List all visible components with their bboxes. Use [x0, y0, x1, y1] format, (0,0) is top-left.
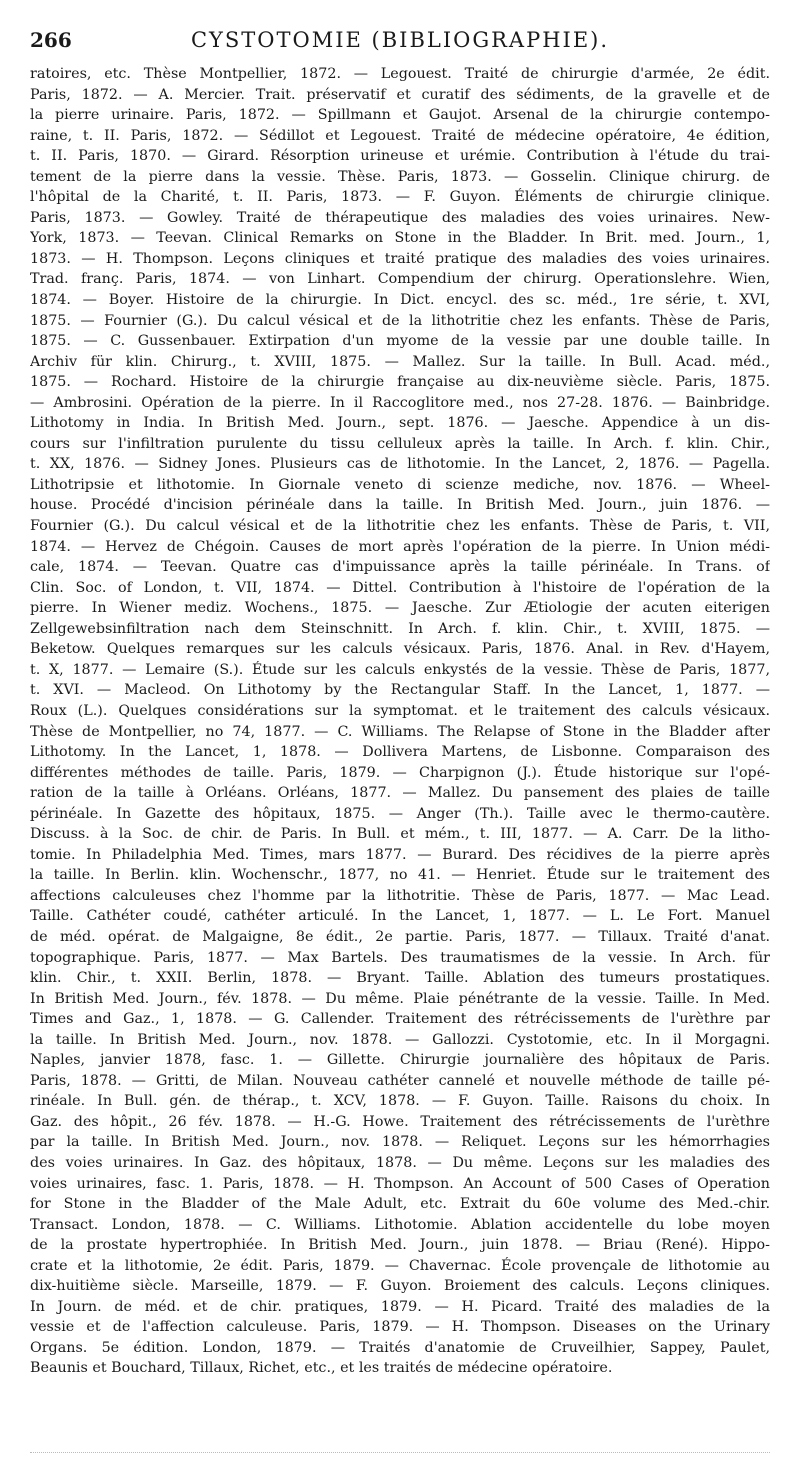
text-line: raine, t. II. Paris, 1872. — Sédillot et Legouest. Traité de médecine opératoire, 4e édition,: [30, 127, 770, 144]
text-line: différentes méthodes de taille. Paris, 1879. — Charpignon (J.). Étude historique sur l'opé-: [30, 764, 770, 781]
text-line: Clin. Soc. of London, t. VII, 1874. — Dittel. Contribution à l'histoire de l'opération de la: [30, 579, 770, 596]
text-line: In Journ. de méd. et de chir. pratiques, 1879. — H. Picard. Traité des maladies de la: [30, 1298, 770, 1315]
text-line: Fournier (G.). Du calcul vésical et de la lithotritie chez les enfants. Thèse de Paris, t. VII,: [30, 518, 770, 535]
text-line: Paris, 1878. — Gritti, de Milan. Nouveau cathéter cannelé et nouvelle méthode de taille pé-: [30, 1072, 770, 1089]
text-line: t. II. Paris, 1870. — Girard. Résorption urineuse et urémie. Contribution à l'étude du trai-: [30, 148, 770, 165]
text-line: Naples, janvier 1878, fasc. 1. — Gillette. Chirurgie journalière des hôpitaux de Paris.: [30, 1052, 770, 1069]
text-line: pierre. In Wiener mediz. Wochens., 1875. — Jaesche. Zur Ætiologie der acuten eiterigen: [30, 600, 770, 617]
text-line: Lithotripsie et lithotomie. In Giornale veneto di scienze mediche, nov. 1876. — Wheel-: [30, 476, 770, 493]
text-line: 1875. — Rochard. Histoire de la chirurgie française au dix-neuvième siècle. Paris, 1875.: [30, 374, 770, 391]
text-line: Beaunis et Bouchard, Tillaux, Richet, etc., et les traités de médecine opératoire.: [30, 1360, 613, 1377]
text-line: t. X, 1877. — Lemaire (S.). Étude sur les calculs enkystés de la vessie. Thèse de Paris, 1877,: [30, 661, 770, 678]
text-line: 1874. — Boyer. Histoire de la chirurgie. In Dict. encycl. des sc. méd., 1re série, t. XVI,: [30, 292, 770, 309]
text-line: 1875. — C. Gussenbauer. Extirpation d'un myome de la vessie par une double taille. In: [30, 333, 770, 350]
text-line: Discuss. à la Soc. de chir. de Paris. In Bull. et mém., t. III, 1877. — A. Carr. De la litho-: [30, 826, 770, 843]
text-line: Trad. franç. Paris, 1874. — von Linhart. Compendium der chirurg. Operationslehre. Wien,: [30, 271, 770, 288]
page-number: 266: [30, 28, 72, 52]
text-line: cours sur l'infiltration purulente du tissu celluleux après la taille. In Arch. f. klin. Chir.,: [30, 435, 770, 452]
text-line: de la prostate hypertrophiée. In British Med. Journ., juin 1878. — Briau (René). Hippo-: [30, 1237, 770, 1254]
text-line: rinéale. In Bull. gén. de thérap., t. XCV, 1878. — F. Guyon. Taille. Raisons du choix. In: [30, 1093, 770, 1110]
text-line: des voies urinaires. In Gaz. des hôpitaux, 1878. — Du même. Leçons sur les maladies des: [30, 1154, 770, 1171]
text-line: Thèse de Montpellier, no 74, 1877. — C. Williams. The Relapse of Stone in the Bladder after: [30, 723, 770, 740]
bibliography-text: [30, 64, 770, 1434]
text-line: 1873. — H. Thompson. Leçons cliniques et traité pratique des maladies des voies urinaires.: [30, 250, 770, 267]
text-line: 1875. — Fournier (G.). Du calcul vésical et de la lithotritie chez les enfants. Thèse de Paris,: [30, 312, 770, 329]
text-line: ration de la taille à Orléans. Orléans, 1877. — Mallez. Du pansement des plaies de taille: [30, 785, 770, 802]
footer-rule: [30, 1452, 770, 1453]
text-line: la taille. In Berlin. klin. Wochenschr., 1877, no 41. — Henriet. Étude sur le traitement des: [30, 867, 770, 884]
text-line: for Stone in the Bladder of the Male Adult, etc. Extrait du 60e volume des Med.-chir.: [30, 1196, 770, 1213]
text-line: tomie. In Philadelphia Med. Times, mars 1877. — Burard. Des récidives de la pierre après: [30, 846, 770, 863]
text-line: Gaz. des hôpit., 26 fév. 1878. — H.-G. Howe. Traitement des rétrécissements de l'urèthre: [30, 1113, 770, 1130]
text-line: Paris, 1872. — A. Mercier. Trait. préservatif et curatif des sédiments, de la gravelle et de: [30, 86, 770, 103]
text-line: klin. Chir., t. XXII. Berlin, 1878. — Bryant. Taille. Ablation des tumeurs prostatiques.: [30, 970, 770, 987]
text-line: la pierre urinaire. Paris, 1872. — Spillmann et Gaujot. Arsenal de la chirurgie contempo-: [30, 107, 770, 124]
text-line: Archiv für klin. Chirurg., t. XVIII, 1875. — Mallez. Sur la taille. In Bull. Acad. méd.,: [30, 353, 770, 370]
text-line: topographique. Paris, 1877. — Max Bartels. Des traumatismes de la vessie. In Arch. für: [30, 949, 770, 966]
running-title: CYSTOTOMIE (BIBLIOGRAPHIE).: [190, 28, 610, 52]
text-line: 1874. — Hervez de Chégoin. Causes de mort après l'opération de la pierre. In Union médi-: [30, 538, 770, 555]
page-header: [30, 28, 770, 58]
text-line: périnéale. In Gazette des hôpitaux, 1875. — Anger (Th.). Taille avec le thermo-cautère.: [30, 805, 770, 822]
text-line: Times and Gaz., 1, 1878. — G. Callender. Traitement des rétrécissements de l'urèthre par: [30, 1011, 770, 1028]
text-line: t. XX, 1876. — Sidney Jones. Plusieurs cas de lithotomie. In the Lancet, 2, 1876. — Pagella.: [30, 456, 770, 473]
text-line: tement de la pierre dans la vessie. Thèse. Paris, 1873. — Gosselin. Clinique chirurg. de: [30, 168, 770, 185]
text-line: ratoires, etc. Thèse Montpellier, 1872. — Legouest. Traité de chirurgie d'armée, 2e édit.: [30, 66, 770, 82]
text-line: — Ambrosini. Opération de la pierre. In il Raccoglitore med., nos 27-28. 1876. — Bainbridge.: [30, 394, 770, 411]
text-line: voies urinaires, fasc. 1. Paris, 1878. — H. Thompson. An Account of 500 Cases of Operation: [30, 1175, 770, 1192]
text-line: York, 1873. — Teevan. Clinical Remarks on Stone in the Bladder. In Brit. med. Journ., 1,: [30, 230, 770, 247]
text-line: Beketow. Quelques remarques sur les calculs vésicaux. Paris, 1876. Anal. in Rev. d'Hayem,: [30, 641, 770, 658]
text-line: la taille. In British Med. Journ., nov. 1878. — Gallozzi. Cystotomie, etc. In il Morgagni.: [30, 1031, 770, 1048]
text-line: de méd. opérat. de Malgaigne, 8e édit., 2e partie. Paris, 1877. — Tillaux. Traité d'anat.: [30, 928, 770, 945]
text-line: Organs. 5e édition. London, 1879. — Traités d'anatomie de Cruveilhier, Sappey, Paulet,: [30, 1339, 770, 1356]
text-line: vessie et de l'affection calculeuse. Paris, 1879. — H. Thompson. Diseases on the Urinary: [30, 1319, 770, 1336]
text-line: cale, 1874. — Teevan. Quatre cas d'impuissance après la taille périnéale. In Trans. of: [30, 559, 770, 576]
text-line: l'hôpital de la Charité, t. II. Paris, 1873. — F. Guyon. Éléments de chirurgie clinique.: [30, 189, 770, 206]
text-line: dix-huitième siècle. Marseille, 1879. — F. Guyon. Broiement des calculs. Leçons cliniques.: [30, 1278, 770, 1295]
text-line: Transact. London, 1878. — C. Williams. Lithotomie. Ablation accidentelle du lobe moyen: [30, 1216, 770, 1233]
text-line: Lithotomy. In the Lancet, 1, 1878. — Dollivera Martens, de Lisbonne. Comparaison des: [30, 744, 770, 761]
text-line: Paris, 1873. — Gowley. Traité de thérapeutique des maladies des voies urinaires. New-: [30, 209, 770, 226]
text-line: house. Procédé d'incision périnéale dans la taille. In British Med. Journ., juin 1876. —: [30, 497, 770, 514]
text-line: Taille. Cathéter coudé, cathéter articulé. In the Lancet, 1, 1877. — L. Le Fort. Manuel: [30, 908, 770, 925]
text-line: Lithotomy in India. In British Med. Journ., sept. 1876. — Jaesche. Appendice à un dis-: [30, 415, 770, 432]
text-line: par la taille. In British Med. Journ., nov. 1878. — Reliquet. Leçons sur les hémorrhagies: [30, 1134, 770, 1151]
text-line: affections calculeuses chez l'homme par la lithotritie. Thèse de Paris, 1877. — Mac Lead.: [30, 887, 770, 904]
text-line: t. XVI. — Macleod. On Lithotomy by the Rectangular Staff. In the Lancet, 1, 1877. —: [30, 682, 770, 699]
text-line: crate et la lithotomie, 2e édit. Paris, 1879. — Chavernac. École provençale de lithotomie au: [30, 1257, 770, 1274]
text-line: In British Med. Journ., fév. 1878. — Du même. Plaie pénétrante de la vessie. Taille. In Med.: [30, 990, 770, 1007]
text-line: Roux (L.). Quelques considérations sur la symptomat. et le traitement des calculs vésicaux.: [30, 702, 770, 719]
text-line: Zellgewebsinfiltration nach dem Steinschnitt. In Arch. f. klin. Chir., t. XVIII, 1875. —: [30, 620, 770, 637]
